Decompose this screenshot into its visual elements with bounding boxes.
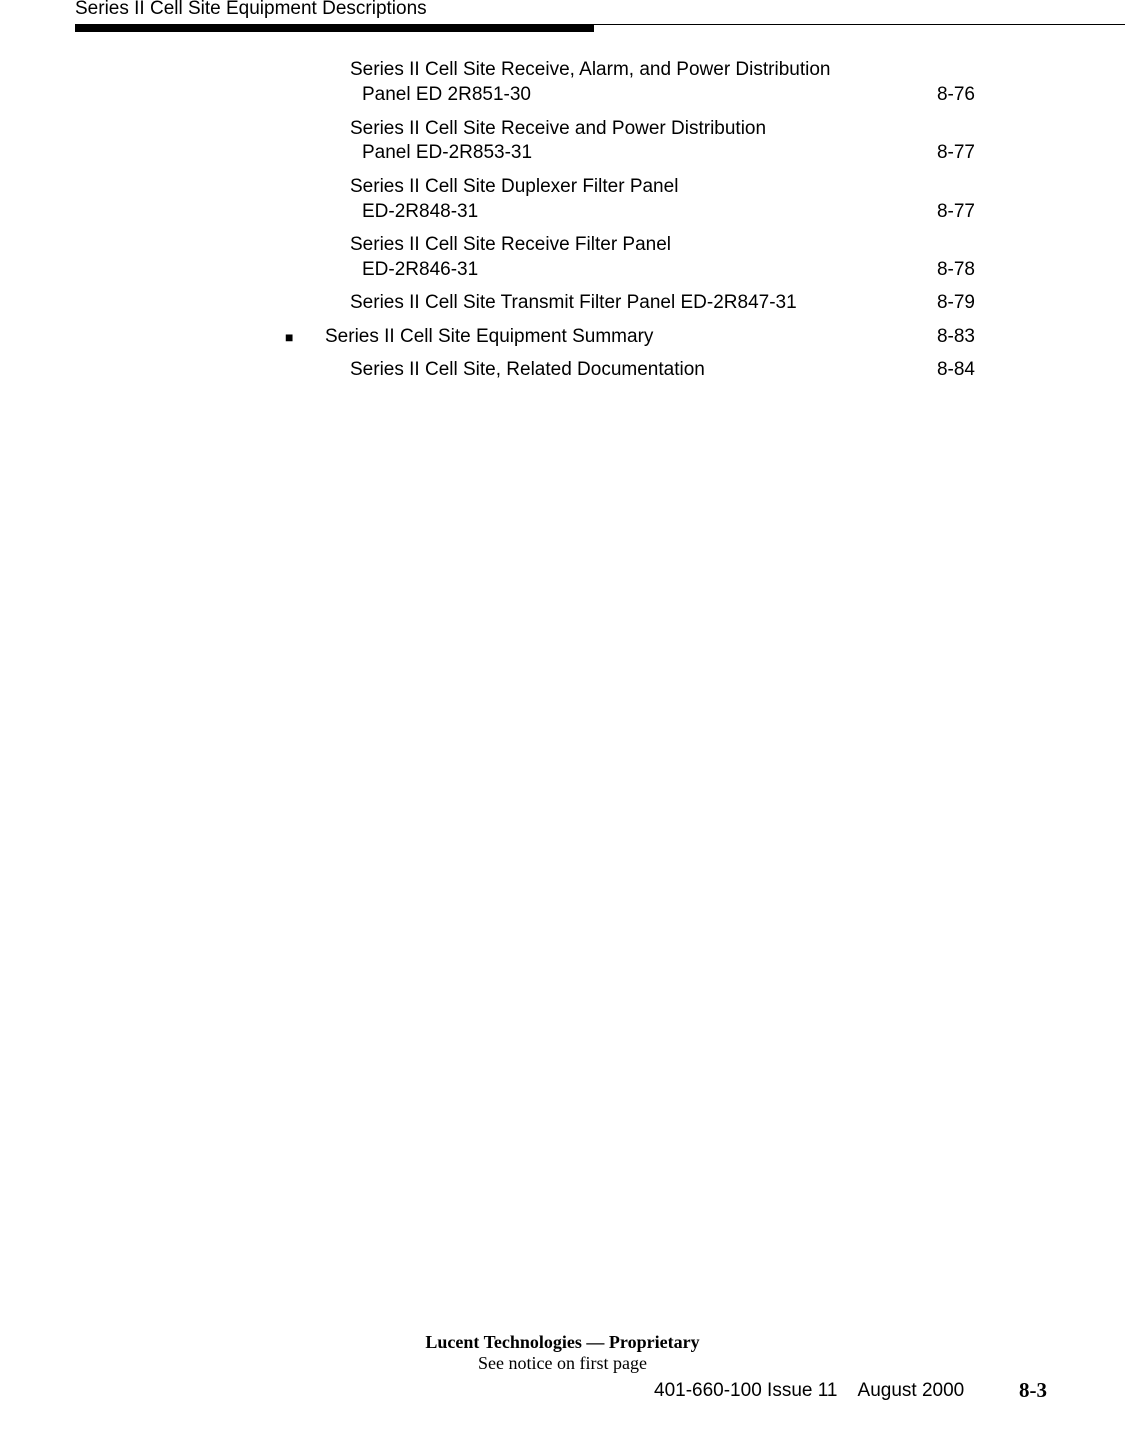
toc-entry-7-page: 8-84 [936,359,975,380]
toc-entry-4-page: 8-78 [936,259,975,280]
toc-entry-3-line-2: ED-2R848-31 [362,201,479,222]
toc-entry-4-line-2: ED-2R846-31 [362,259,479,280]
header-rule-thick [75,25,594,32]
footer-doc-text: 401-660-100 Issue 11 August 2000 [654,1380,965,1401]
toc-entry-1-line-2: Panel ED 2R851-30 [362,84,531,105]
header-title: Series II Cell Site Equipment Descriptions [75,0,427,19]
toc-entry-1-page: 8-76 [936,84,975,105]
toc-entry-6-page: 8-83 [936,326,975,347]
toc-entry-3-page: 8-77 [936,201,975,222]
toc-entry-7-line-1: Series II Cell Site, Related Documentation [350,359,705,380]
toc-entry-3-line-1: Series II Cell Site Duplexer Filter Panel [350,176,679,197]
section-bullet-icon: ■ [285,329,294,345]
toc-entry-2-line-1: Series II Cell Site Receive and Power Distribution [350,118,767,139]
toc-entry-5-page: 8-79 [936,292,975,313]
footer-notice: See notice on first page [478,1353,647,1373]
toc-entry-1-line-1: Series II Cell Site Receive, Alarm, and Power Distribution [350,59,831,80]
footer-company: Lucent Technologies — Proprietary [425,1332,700,1352]
toc-entry-5-line-1: Series II Cell Site Transmit Filter Panel ED-2R847-31 [350,292,797,313]
toc-entry-2-line-2: Panel ED-2R853-31 [362,142,533,163]
footer-doc-info [654,1379,964,1403]
footer-page-number: 8-3 [1019,1378,1047,1402]
toc-entry-6-line-1: Series II Cell Site Equipment Summary [325,326,654,347]
toc-entry-4-line-1: Series II Cell Site Receive Filter Panel [350,234,672,255]
toc-entry-2-page: 8-77 [936,142,975,163]
